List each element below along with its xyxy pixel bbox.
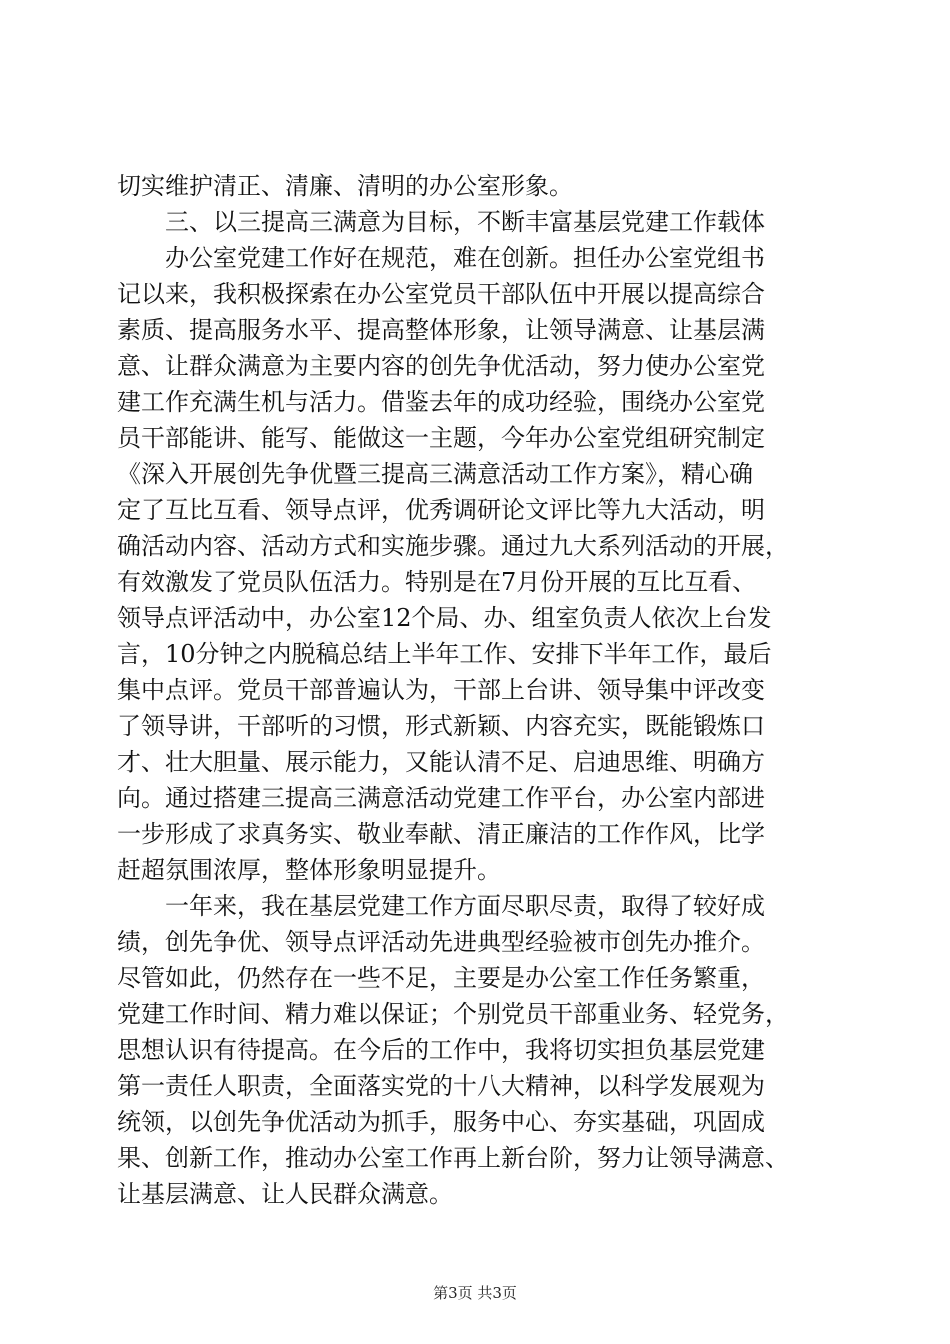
text-line: 尽管如此，仍然存在一些不足，主要是办公室工作任务繁重， xyxy=(117,964,765,992)
text-line: 集中点评。党员干部普遍认为，干部上台讲、领导集中评改变 xyxy=(117,676,765,704)
text-line: 意、让群众满意为主要内容的创先争优活动，努力使办公室党 xyxy=(117,352,765,380)
text-line: 绩，创先争优、领导点评活动先进典型经验被市创先办推介。 xyxy=(117,928,765,956)
text-line: 果、创新工作，推动办公室工作再上新台阶，努力让领导满意、 xyxy=(117,1144,789,1172)
text-line: 员干部能讲、能写、能做这一主题，今年办公室党组研究制定 xyxy=(117,424,765,452)
text-line: 思想认识有待提高。在今后的工作中，我将切实担负基层党建 xyxy=(117,1036,765,1064)
text-line: 赶超氛围浓厚，整体形象明显提升。 xyxy=(117,856,501,884)
text-line: 记以来，我积极探索在办公室党员干部队伍中开展以提高综合 xyxy=(117,280,765,308)
text-line: 让基层满意、让人民群众满意。 xyxy=(117,1180,453,1208)
text-line: 《深入开展创先争优暨三提高三满意活动工作方案》，精心确 xyxy=(117,460,753,488)
text-line: 第一责任人职责，全面落实党的十八大精神，以科学发展观为 xyxy=(117,1072,765,1100)
text-line: 了领导讲，干部听的习惯，形式新颖、内容充实，既能锻炼口 xyxy=(117,712,765,740)
text-line: 一步形成了求真务实、敬业奉献、清正廉洁的工作作风，比学 xyxy=(117,820,765,848)
text-line: 言，10分钟之内脱稿总结上半年工作、安排下半年工作，最后 xyxy=(117,640,772,668)
text-line: 定了互比互看、领导点评，优秀调研论文评比等九大活动，明 xyxy=(117,496,765,524)
section-heading: 三、以三提高三满意为目标，不断丰富基层党建工作载体 xyxy=(117,208,765,236)
text-line: 有效激发了党员队伍活力。特别是在7月份开展的互比互看、 xyxy=(117,568,757,596)
text-line: 统领，以创先争优活动为抓手，服务中心、夯实基础，巩固成 xyxy=(117,1108,765,1136)
text-line: 一年来，我在基层党建工作方面尽职尽责，取得了较好成 xyxy=(117,892,765,920)
text-line: 建工作充满生机与活力。借鉴去年的成功经验，围绕办公室党 xyxy=(117,388,765,416)
text-line: 向。通过搭建三提高三满意活动党建工作平台，办公室内部进 xyxy=(117,784,765,812)
text-line: 领导点评活动中，办公室12个局、办、组室负责人依次上台发 xyxy=(117,604,772,632)
text-line: 才、壮大胆量、展示能力，又能认清不足、启迪思维、明确方 xyxy=(117,748,765,776)
text-line: 切实维护清正、清廉、清明的办公室形象。 xyxy=(117,172,573,200)
text-line: 素质、提高服务水平、提高整体形象，让领导满意、让基层满 xyxy=(117,316,765,344)
text-line: 党建工作时间、精力难以保证；个别党员干部重业务、轻党务， xyxy=(117,1000,789,1028)
text-line: 办公室党建工作好在规范，难在创新。担任办公室党组书 xyxy=(117,244,765,272)
text-line: 确活动内容、活动方式和实施步骤。通过九大系列活动的开展， xyxy=(117,532,789,560)
page-number-footer: 第3页 共3页 xyxy=(433,1284,517,1302)
